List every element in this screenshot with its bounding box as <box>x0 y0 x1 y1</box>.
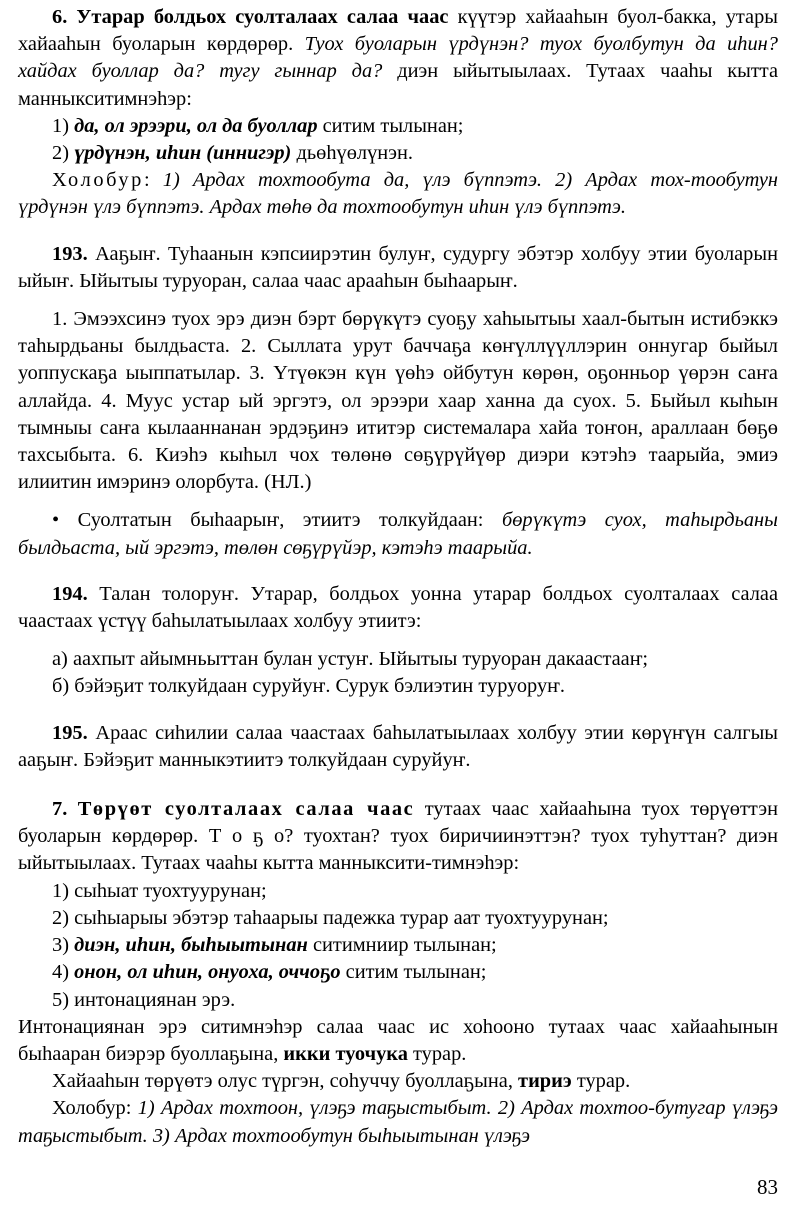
spacer <box>18 222 778 241</box>
example-text-line-1: 1) Ардах тохтоон, үлэҕэ таҕыстыбыт. 2) Ардах тохтоо- <box>137 1097 655 1120</box>
list-marker: 3) <box>52 934 75 957</box>
exercise-193-sentences <box>18 306 778 496</box>
exercise-instruction-line-2: буоларын ыйыҥ. Ыйытыы туруоран, салаа чаас арааһын быһаарыҥ. <box>18 242 778 292</box>
list-item <box>18 113 778 140</box>
note-1-line-2c: турар. <box>407 1042 467 1065</box>
section-6-term: Утарар болдьох суолталаах салаа чаас <box>76 6 449 28</box>
list-item: 2) сыһыарыы эбэтэр таһаарыы падежка турар аат туохтуурунан; <box>52 906 609 929</box>
example-label: Холобур <box>52 169 144 192</box>
section-7-number: 7. <box>52 798 78 821</box>
list-item-emphasis: үрдүнэн, иһин (иннигэр) <box>74 142 292 165</box>
sentence-line-7: бөҕө тахсыбыта. 6. Киэһэ кыһыл чох төлөнө сөҕүрүйүөр диэри кэтэһэ <box>18 416 778 467</box>
sentence-line-3: көҥүллүүллэрин оннугар быйыл уоппускаҕа ыыппатылар. 3. Үтүөкэн <box>18 335 778 385</box>
list-item: б) бэйэҕит толкуйдаан суруйуҥ. Сурук бэлиэтин туруоруҥ. <box>52 675 565 698</box>
exercise-193-bullet-task <box>18 507 778 561</box>
example-text-line-1: 1) Ардах тохтообута да, үлэ бүппэтэ. 2) Ардах тох- <box>162 169 691 192</box>
list-item <box>18 140 778 167</box>
list-item: 5) интонациянан эрэ. <box>52 988 236 1011</box>
note-2-text-post: турар. <box>571 1070 631 1093</box>
section-7-text-4: тимнэһэр: <box>431 852 520 875</box>
exercise-instruction-line-2: салгыы ааҕыҥ. Бэйэҕит манныкэтиитэ толкуйдаан суруйуҥ. <box>18 721 778 771</box>
section-6-text-3: диэн <box>382 60 439 83</box>
example-colon: : <box>143 169 163 192</box>
note-1-line-1: Интонациянан эрэ ситимнэһэр салаа чаас ис хоһооно тутаах чаас <box>18 1015 657 1038</box>
example-text-line-2: бутугар үлэҕэ таҕыстыбыт. 3) Ардах тохтообутун быһыытынан үлэҕэ <box>18 1097 778 1147</box>
list-item <box>18 959 778 986</box>
sentence-line-8: таарыйа, эмиэ илиитин имэринэ олорбута. (НЛ.) <box>18 444 778 494</box>
note-1-line-2a: хайааһынын быһааран биэрэр буоллаҕына, <box>18 1015 778 1065</box>
section-6-question-1: Туох буоларын үрдүнэн? <box>304 33 529 56</box>
example-text-line-2: тообутун үрдүнэн үлэ бүппэтэ. Ардах төһө да тохтообутун иһин үлэ <box>18 169 779 219</box>
section-6-text-1: күүтэр хайааһын буол- <box>448 6 664 28</box>
sentence-line-1: 1. Эмээхсинэ туох эрэ диэн бэрт бөрүкүтэ суоҕу хаһыытыы хаал- <box>52 308 628 331</box>
section-exercise-193 <box>18 241 778 562</box>
list-item-emphasis: диэн, иһин, быһыытынан <box>74 934 308 957</box>
spacer <box>18 562 778 581</box>
section-7-text-2: төрүөттэн буоларын көрдөрөр. Т о ҕ о? туохтан? туох биричиинэттэн? <box>18 798 778 848</box>
note-2-text-pre: Хайааһын төрүөтэ олус түргэн, соһуччу буоллаҕына, <box>52 1070 519 1093</box>
bullet-task-italic-2: былдьаста, ый эргэтэ, төлөн сөҕүрүйэр, кэтэһэ таарыйа. <box>18 536 533 559</box>
list-item-text: ситим тылынан; <box>340 961 487 984</box>
note-2-bold-term: тириэ <box>518 1070 572 1093</box>
exercise-number: 195. <box>52 721 88 744</box>
sentence-line-5: ый эргэтэ, ол эрээри хаар ханна да суох. 5. Быйыл кыһын тымныы <box>18 389 779 439</box>
section-item-7 <box>18 796 778 1150</box>
section-6-number: 6. <box>52 6 77 28</box>
exercise-194-instruction <box>18 581 778 635</box>
sentence-line-2: бытын истибэккэ таһырдьаны былдьаста. 2. Сыллата урут баччаҕа <box>18 308 778 358</box>
example-text-line-3: бүппэтэ. <box>547 196 626 219</box>
section-6-question-2: туох буолбутун да иһин? хайдах буоллар да? тугу гыннар да? <box>18 33 778 83</box>
list-item: а) аахпыт айымньыттан булан устуҥ. Ыйытыы туруоран дакаастааҥ; <box>52 648 649 671</box>
exercise-number: 193. <box>52 242 88 265</box>
exercise-193-instruction <box>18 241 778 295</box>
section-7-note-1 <box>18 1014 778 1068</box>
section-7-note-2 <box>18 1068 778 1095</box>
section-6-text-2: бакка, утары хайааһын буоларын көрдөрөр. <box>18 6 778 56</box>
spacer <box>18 635 778 646</box>
spacer <box>18 774 778 796</box>
list-item <box>18 932 778 959</box>
section-item-6 <box>18 4 778 222</box>
note-1-bold-term: икки туочука <box>283 1042 408 1065</box>
list-marker: 2) <box>52 142 75 165</box>
list-item-text: дьөһүөлүнэн. <box>291 142 413 165</box>
section-7-term: Төрүөт суолталаах салаа чаас <box>77 798 415 821</box>
spacer <box>18 701 778 720</box>
section-exercise-194 <box>18 581 778 701</box>
section-6-text-4: ыйытыылаах. Тутаах чааһы кытта манныкситимнэһэр: <box>18 60 778 110</box>
section-exercise-195 <box>18 720 778 774</box>
exercise-195-instruction <box>18 720 778 774</box>
list-item-text: ситимниир тылынан; <box>307 934 497 957</box>
section-7-text-3: туох туһуттан? диэн ыйытыылаах. Тутаах чааһы кытта манныксити- <box>18 825 778 875</box>
list-item-emphasis: онон, ол иһин, онуоха, оччоҕо <box>74 961 341 984</box>
sentence-line-4: күн үөһэ ойбутун көрөн, оҕонньор үөрэн саҥа аллайда. 4. Муус устар <box>18 362 778 412</box>
exercise-number: 194. <box>52 582 88 605</box>
exercise-instruction-line-1: Араас сиһилии салаа чаастаах баһылатыылаах холбуу этии көрүҥүн <box>87 721 706 744</box>
bullet-task-italic-1: бөрүкүтэ суох, таһырдьаны <box>501 509 778 532</box>
sentence-line-6: саҥа кылааннанан эрдэҕинэ ититэр системалара хайа тоҥон, араллаан <box>99 416 729 439</box>
list-marker: 4) <box>52 961 75 984</box>
exercise-instruction-line-1: Ааҕыҥ. Туһаанын кэпсиирэтин булуҥ, судургу эбэтэр холбуу этии <box>87 242 688 265</box>
list-item: 1) сыһыат туохтуурунан; <box>52 879 267 902</box>
section-6-example <box>18 167 778 221</box>
spacer <box>18 496 778 507</box>
spacer <box>18 295 778 306</box>
bullet-task-text: Суолтатын быһаарыҥ, этиитэ толкуйдаан: <box>77 509 502 532</box>
example-label: Холобур: <box>52 1097 138 1120</box>
list-item-text: ситим тылынан; <box>317 114 464 137</box>
exercise-instruction-line-1: Талан толоруҥ. Утарар, болдьох уонна утарар болдьох суолталаах <box>87 582 720 605</box>
section-7-text-1: тутаах чаас хайааһына туох <box>414 798 680 821</box>
page-number: 83 <box>757 1175 778 1199</box>
list-item-emphasis: да, ол эрээри, ол да буоллар <box>74 114 318 137</box>
section-6-paragraph <box>18 4 778 113</box>
bullet-icon: • <box>52 509 78 532</box>
exercise-instruction-line-2: салаа чаастаах үстүү баһылатыылаах холбуу этиитэ: <box>18 582 778 633</box>
section-7-example <box>18 1095 778 1149</box>
list-marker: 1) <box>52 114 75 137</box>
section-7-paragraph <box>18 796 778 878</box>
